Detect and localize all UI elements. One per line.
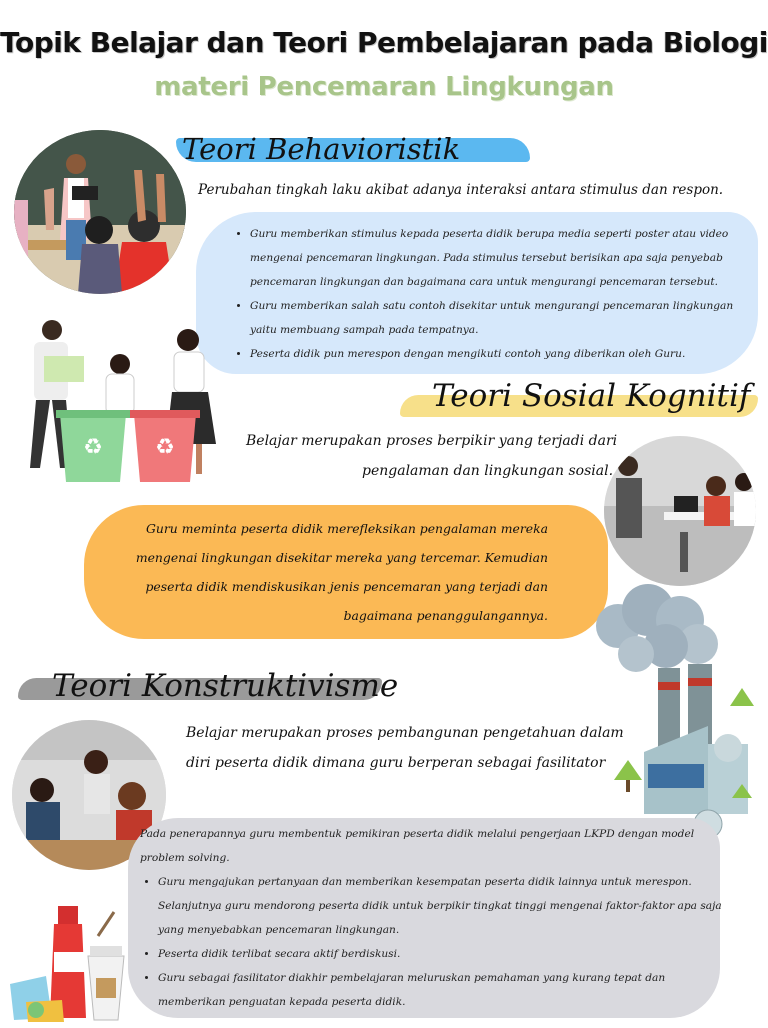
sosial-kognitif-heading: Teori Sosial Kognitif <box>432 378 751 414</box>
behavioristik-definition: Perubahan tingkah laku akibat adanya interaksi antara stimulus dan respon. <box>198 182 724 198</box>
students-group-work-photo <box>604 436 756 586</box>
behavioristik-heading: Teori Behavioristik <box>182 132 461 166</box>
konstruktivisme-definition-2: diri peserta didik dimana guru berperan sebagai fasilitator <box>186 755 606 771</box>
classroom-teacher-photo <box>14 130 186 294</box>
konstruktivisme-definition-1: Belajar merupakan proses pembangunan pengetahuan dalam <box>186 725 624 741</box>
list-item: Pada penerapannya guru membentuk pemikiran peserta didik melalui pengerjaan LKPD dengan model problem solving. <box>140 828 695 864</box>
list-item: • Guru sebagai fasilitator diakhir pembelajaran meluruskan pemahaman yang kurang tepat dan memberikan penguatan kepada peserta didik. <box>158 966 730 1014</box>
svg-text:♻: ♻ <box>83 435 103 460</box>
list-item: • Guru mengajukan pertanyaan dan memberikan kesempatan peserta didik lainnya untuk merespon. Selanjutnya guru mendorong peserta didik untuk berpikir tingkat tinggi mengenai faktor-faktor apa saja yang menyebabkan pencemaran lingkungan. <box>158 870 730 942</box>
list-item: • Peserta didik terlibat secara aktif berdiskusi. <box>158 942 730 966</box>
konstruktivisme-heading: Teori Konstruktivisme <box>52 668 399 704</box>
konstruktivisme-points <box>140 822 730 1014</box>
recycling-people-illustration <box>10 318 224 488</box>
list-item: • Guru memberikan stimulus kepada peserta didik berupa media seperti poster atau video mengenai pencemaran lingkungan. Pada stimulus tersebut berisikan apa saja penyebab pencemaran lingkungan dan bagaimana cara untuk mengurangi pencemaran tersebut. <box>250 222 762 294</box>
page-subtitle: materi Pencemaran Lingkungan <box>154 72 614 102</box>
svg-text:♻: ♻ <box>155 435 175 460</box>
factory-pollution-illustration <box>588 584 766 846</box>
trash-pile-illustration <box>6 906 134 1024</box>
list-item: • Guru memberikan salah satu contoh disekitar untuk mengurangi pencemaran lingkungan yaitu membuang sampah pada tempatnya. <box>250 294 762 342</box>
behavioristik-points <box>232 222 762 366</box>
page-title: Topik Belajar dan Teori Pembelajaran pada Biologi <box>0 26 768 59</box>
sosial-kognitif-definition-1: Belajar merupakan proses berpikir yang terjadi dari <box>246 433 618 449</box>
list-item: • Peserta didik pun merespon dengan mengikuti contoh yang diberikan oleh Guru. <box>250 342 762 366</box>
sosial-kognitif-definition-2: pengalaman dan lingkungan sosial. <box>362 463 614 479</box>
sosial-kognitif-body: Guru meminta peserta didik merefleksikan pengalaman mereka mengenai lingkungan disekitar mereka yang tercemar. Kemudian peserta didik mendiskusikan jenis pencemaran yang terjadi dan bagaimana penanggulangannya. <box>135 521 548 623</box>
